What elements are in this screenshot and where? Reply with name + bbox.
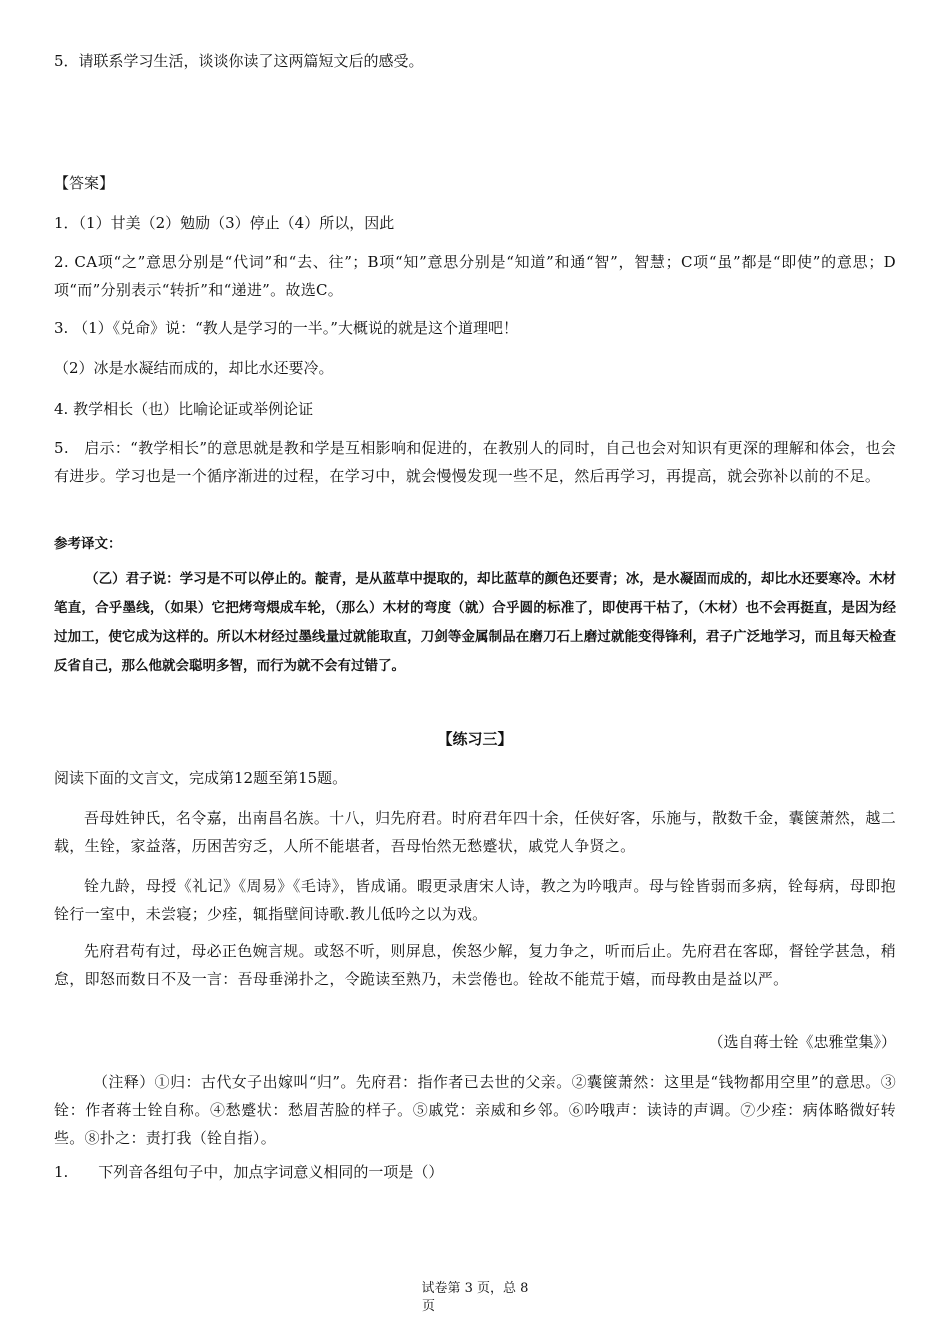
answer-3-part-1: 3. （1）《兑命》说：“教人是学习的一半。”大概说的就是这个道理吧！	[54, 319, 518, 337]
passage-source: （选自蒋士铨《忠雅堂集》）	[708, 1033, 896, 1051]
exercise-3-title: 【练习三】	[437, 730, 513, 748]
answer-2: 2. CA项“之”意思分别是“代词”和“去、往”；B项“知”意思分别是“知道”和通“智”，智慧；C项“虽”都是“即使”的意思；D项“而”分别表示“转折”和“递进”。故选C。	[54, 253, 896, 299]
passage-paragraph-1: 吾母姓钟氏，名令嘉，出南昌名族。十八，归先府君。时府君年四十余，任侠好客，乐施与，散数千金，囊箧萧然，越二载，生铨，家益落，历困苦穷乏，人所不能堪者，吾母怡然无愁蹙状，戚党人争贤之。	[54, 809, 896, 855]
answer-3-part-2: （2）冰是水凝结而成的，却比水还要冷。	[54, 359, 334, 377]
answer-1: 1．（1）甘美（2）勉励（3）停止（4）所以，因此	[54, 214, 395, 232]
page-footer-line-1: 试卷第 3 页，总 8	[421, 1281, 529, 1296]
passage-paragraph-3: 先府君苟有过，母必正色婉言规。或怒不听，则屏息，俟怒少解，复力争之，听而后止。先府君在客邸，督铨学甚急，稍怠，即怒而数日不及一言：吾母垂涕扑之，令跪读至熟乃，未尝倦也。铨故不能荒于嬉，而母教由是益以严。	[54, 942, 896, 988]
question-1-prompt: 1. 下列音各组句子中，加点字词意义相同的一项是（）	[54, 1163, 444, 1181]
page-footer-line-2: 页	[422, 1299, 436, 1314]
translation-label: 参考译文：	[54, 536, 122, 552]
answer-4: 4. 教学相长（也）比喻论证或举例论证	[54, 400, 314, 418]
passage-paragraph-2: 铨九龄，母授《礼记》《周易》《毛诗》，皆成诵。暇更录唐宋人诗，教之为吟哦声。母与铨皆弱而多病，铨每病，母即抱铨行一室中，未尝寝；少痊，辄指壁间诗歌.教儿低吟之以为戏。	[54, 877, 896, 923]
question-5-prompt: 5．请联系学习生活，谈谈你读了这两篇短文后的感受。	[54, 52, 424, 70]
translation-text: （乙）君子说：学习是不可以停止的。靛青，是从蓝草中提取的，却比蓝草的颜色还要青；冰，是水凝固而成的，却比水还要寒冷。木材笔直，合乎墨线，（如果）它把烤弯煨成车轮，（那么）木材的弯度（就）合乎圆的标准了，即使再干枯了，（木材）也不会再挺直，是因为经过加工，使它成为这样的。所以木材经过墨线量过就能取直，刀剑等金属制品在磨刀石上磨过就能变得锋利，君子广泛地学习，而且每天检查反省自己，那么他就会聪明多智，而行为就不会有过错了。	[54, 571, 896, 674]
answer-5: 5. 启示：“教学相长”的意思就是教和学是互相影响和促进的，在教别人的同时，自己也会对知识有更深的理解和体会，也会有进步。学习也是一个循序渐进的过程，在学习中，就会慢慢发现一些不足，然后再学习，再提高，就会弥补以前的不足。	[54, 439, 896, 485]
exercise-3-intro: 阅读下面的文言文，完成第12题至第15题。	[54, 769, 348, 787]
annotation-notes: （注释）①归：古代女子出嫁叫“归”。先府君：指作者已去世的父亲。②囊箧萧然：这里是“钱物都用空里”的意思。③铨：作者蒋士铨自称。④愁蹙状：愁眉苦脸的样子。⑤戚党：亲威和乡邻。⑥吟哦声：读诗的声调。⑦少痊：病体略微好转些。⑧扑之：责打我（铨自指）。	[54, 1073, 896, 1147]
answer-heading: 【答案】	[54, 174, 115, 192]
